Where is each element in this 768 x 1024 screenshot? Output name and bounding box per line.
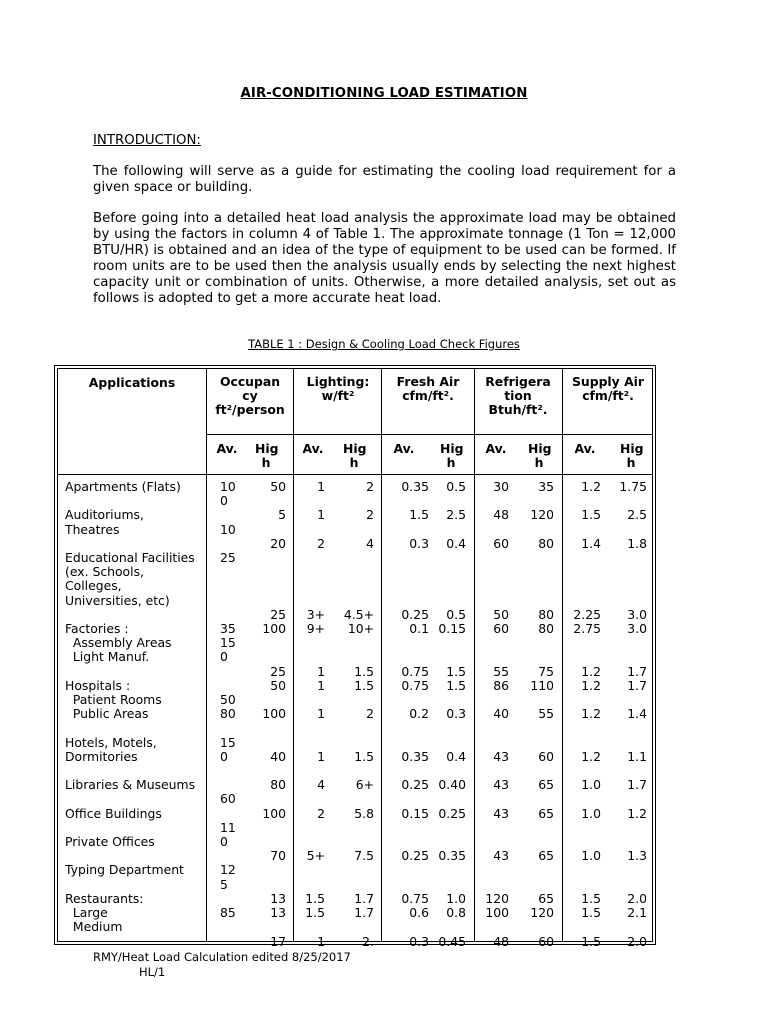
intro-heading: INTRODUCTION:: [93, 133, 201, 148]
footer-page-id: HL/1: [139, 965, 166, 979]
header-fresh-air: Fresh Air cfm/ft².: [396, 374, 460, 404]
column-divider: [206, 368, 207, 942]
refrigeration-high-column: 35 120 80 80 80 75 110 55 60 65 65 65 65 120 60: [530, 479, 554, 949]
subheader-av: Av.: [302, 441, 324, 456]
subheader-av: Av.: [216, 441, 238, 456]
supply-air-high-column: 1.75 2.5 1.8 3.0 3.0 1.7 1.7 1.4 1.1 1.7 1.2 1.3 2.0 2.1 2.0: [619, 479, 647, 949]
column-divider: [381, 368, 382, 942]
subheader-high: Hig h: [255, 441, 279, 471]
document-title: AIR-CONDITIONING LOAD ESTIMATION: [240, 86, 528, 101]
fresh-air-high-column: 0.5 2.5 0.4 0.5 0.15 1.5 1.5 0.3 0.4 0.40 0.25 0.35 1.0 0.8 0.45: [438, 479, 466, 949]
column-divider: [293, 368, 294, 942]
occupancy-av-column: 10 0 10 25 35 15 0 50 80 15 0 60 11 0 12 5 85: [220, 479, 236, 921]
header-supply-air: Supply Air cfm/ft².: [571, 374, 645, 404]
subheader-high: Hig h: [440, 441, 464, 471]
header-refrigeration: Refrigera tion Btuh/ft².: [485, 374, 551, 418]
subheader-av: Av.: [485, 441, 507, 456]
subheader-av: Av.: [393, 441, 415, 456]
subheader-av: Av.: [574, 441, 596, 456]
fresh-air-av-column: 0.35 1.5 0.3 0.25 0.1 0.75 0.75 0.2 0.35 0.25 0.15 0.25 0.75 0.6 0.3: [401, 479, 429, 949]
page-footer: [93, 950, 351, 980]
intro-paragraph-2: Before going into a detailed heat load analysis the approximate load may be obtained by using the factors in column 4 of Table 1. The approximate tonnage (1 Ton = 12,000 BTU/HR) is obtained and an idea of the type of equipment to be used can be formed. If room units are to be used then the analysis usually ends by selecting the next highest capacity unit or combination of units. Otherwise, a more detailed analysis, set out as follows is adopted to get a more accurate heat load.: [93, 211, 676, 306]
subheader-high: Hig h: [528, 441, 552, 471]
subheader-high: Hig h: [620, 441, 644, 471]
footer-revision: RMY/Heat Load Calculation edited 8/25/2017: [93, 950, 351, 964]
header-divider: [206, 434, 653, 435]
applications-column: Apartments (Flats) Auditoriums, Theatres Educational Facilities (ex. Schools, Colleges, Universities, etc) Factories : Assembly Areas Light Manuf. Hospitals : Patient Rooms Public Areas Hotels, Motels, Dormitories Libraries & Museums Office Buildings Private Offices Typing Department Restaurants: Large Medium: [65, 479, 196, 935]
column-divider: [562, 368, 563, 942]
column-divider: [474, 368, 475, 942]
intro-paragraph-1: The following will serve as a guide for estimating the cooling load requirement for a given space or building.: [93, 164, 676, 195]
lighting-high-column: 2 2 4 4.5+ 10+ 1.5 1.5 2 1.5 6+ 5.8 7.5 1.7 1.7 2.: [343, 479, 374, 949]
subheader-high: Hig h: [343, 441, 367, 471]
supply-air-av-column: 1.2 1.5 1.4 2.25 2.75 1.2 1.2 1.2 1.2 1.0 1.0 1.0 1.5 1.5 1.5: [573, 479, 601, 949]
header-lighting: Lighting: w/ft²: [306, 374, 370, 404]
table-caption: TABLE 1 : Design & Cooling Load Check Figures: [248, 337, 520, 351]
header-bottom-divider: [57, 474, 653, 475]
header-applications: Applications: [88, 375, 176, 390]
occupancy-high-column: 50 5 20 25 100 25 50 100 40 80 100 70 13 13 17: [262, 479, 286, 949]
header-occupancy: Occupan cy ft²/person: [215, 374, 285, 418]
refrigeration-av-column: 30 48 60 50 60 55 86 40 43 43 43 43 120 100 48: [485, 479, 509, 949]
lighting-av-column: 1 1 2 3+ 9+ 1 1 1 1 4 2 5+ 1.5 1.5 1: [305, 479, 325, 949]
